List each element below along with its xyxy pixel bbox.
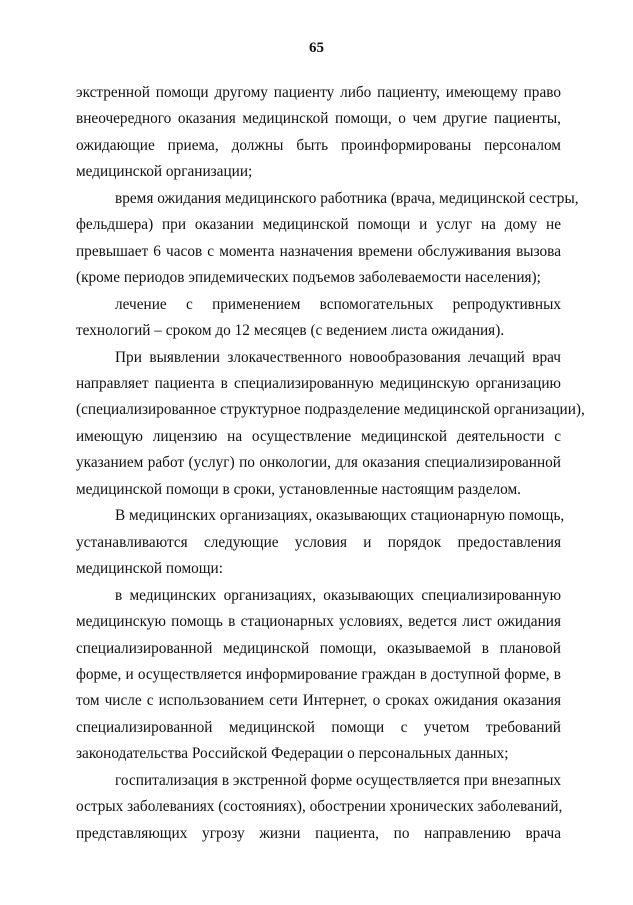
paragraph xyxy=(76,80,561,186)
text-line: превышает 6 часов с момента назначения времени обслуживания вызова xyxy=(76,242,561,260)
document-body xyxy=(76,80,585,847)
paragraph xyxy=(76,768,561,847)
text-line: законодательства Российской Федерации о персональных данных; xyxy=(76,745,509,763)
text-line: указанием работ (услуг) по онкологии, для оказания специализированной xyxy=(76,454,561,472)
text-line: внеочередного оказания медицинской помощи, о чем другие пациенты, xyxy=(76,110,561,128)
paragraph xyxy=(76,345,585,504)
text-line: форме, и осуществляется информирование граждан в доступной форме, в xyxy=(76,665,561,683)
paragraph xyxy=(76,292,561,345)
text-line: технологий – сроком до 12 месяцев (с ведением листа ожидания). xyxy=(76,322,505,340)
text-line: специализированной медицинской помощи, оказываемой в плановой xyxy=(76,639,561,657)
text-line: лечение с применением вспомогательных репродуктивных xyxy=(115,295,561,313)
text-line: представляющих угрозу жизни пациента, по направлению врача xyxy=(76,824,561,842)
text-line: направляет пациента в специализированную медицинскую организацию xyxy=(76,374,561,392)
page-number: 65 xyxy=(309,40,324,56)
text-line: устанавливаются следующие условия и порядок предоставления xyxy=(76,533,561,551)
text-line: ожидающие приема, должны быть проинформированы персоналом xyxy=(76,136,561,154)
paragraph xyxy=(76,186,579,292)
text-line: имеющую лицензию на осуществление медицинской деятельности с xyxy=(76,427,561,445)
text-line: острых заболеваниях (состояниях), обострении хронических заболеваний, xyxy=(76,798,563,816)
text-line: экстренной помощи другому пациенту либо пациенту, имеющему право xyxy=(76,84,561,101)
text-line: медицинской помощи: xyxy=(76,560,223,578)
text-line: медицинской организации; xyxy=(76,163,253,181)
text-line: госпитализация в экстренной форме осуществляется при внезапных xyxy=(115,771,561,789)
paragraph xyxy=(76,583,561,768)
text-line: специализированной медицинской помощи с учетом требований xyxy=(76,718,561,736)
text-line: время ожидания медицинского работника (врача, медицинской сестры, xyxy=(115,189,579,207)
text-line: В медицинских организациях, оказывающих стационарную помощь, xyxy=(115,507,565,525)
paragraph xyxy=(76,503,565,582)
text-line: в медицинских организациях, оказывающих специализированную xyxy=(115,586,561,604)
text-line: (кроме периодов эпидемических подъемов заболеваемости населения); xyxy=(76,269,541,287)
text-line: (специализированное структурное подразделение медицинской организации), xyxy=(76,401,585,419)
text-line: том числе с использованием сети Интернет, о сроках ожидания оказания xyxy=(76,692,561,710)
text-line: При выявлении злокачественного новообразования лечащий врач xyxy=(115,348,561,366)
text-line: фельдшера) при оказании медицинской помощи и услуг на дому не xyxy=(76,216,561,234)
text-line: медицинской помощи в сроки, установленные настоящим разделом. xyxy=(76,480,521,498)
text-line: медицинскую помощь в стационарных условиях, ведется лист ожидания xyxy=(76,613,561,631)
